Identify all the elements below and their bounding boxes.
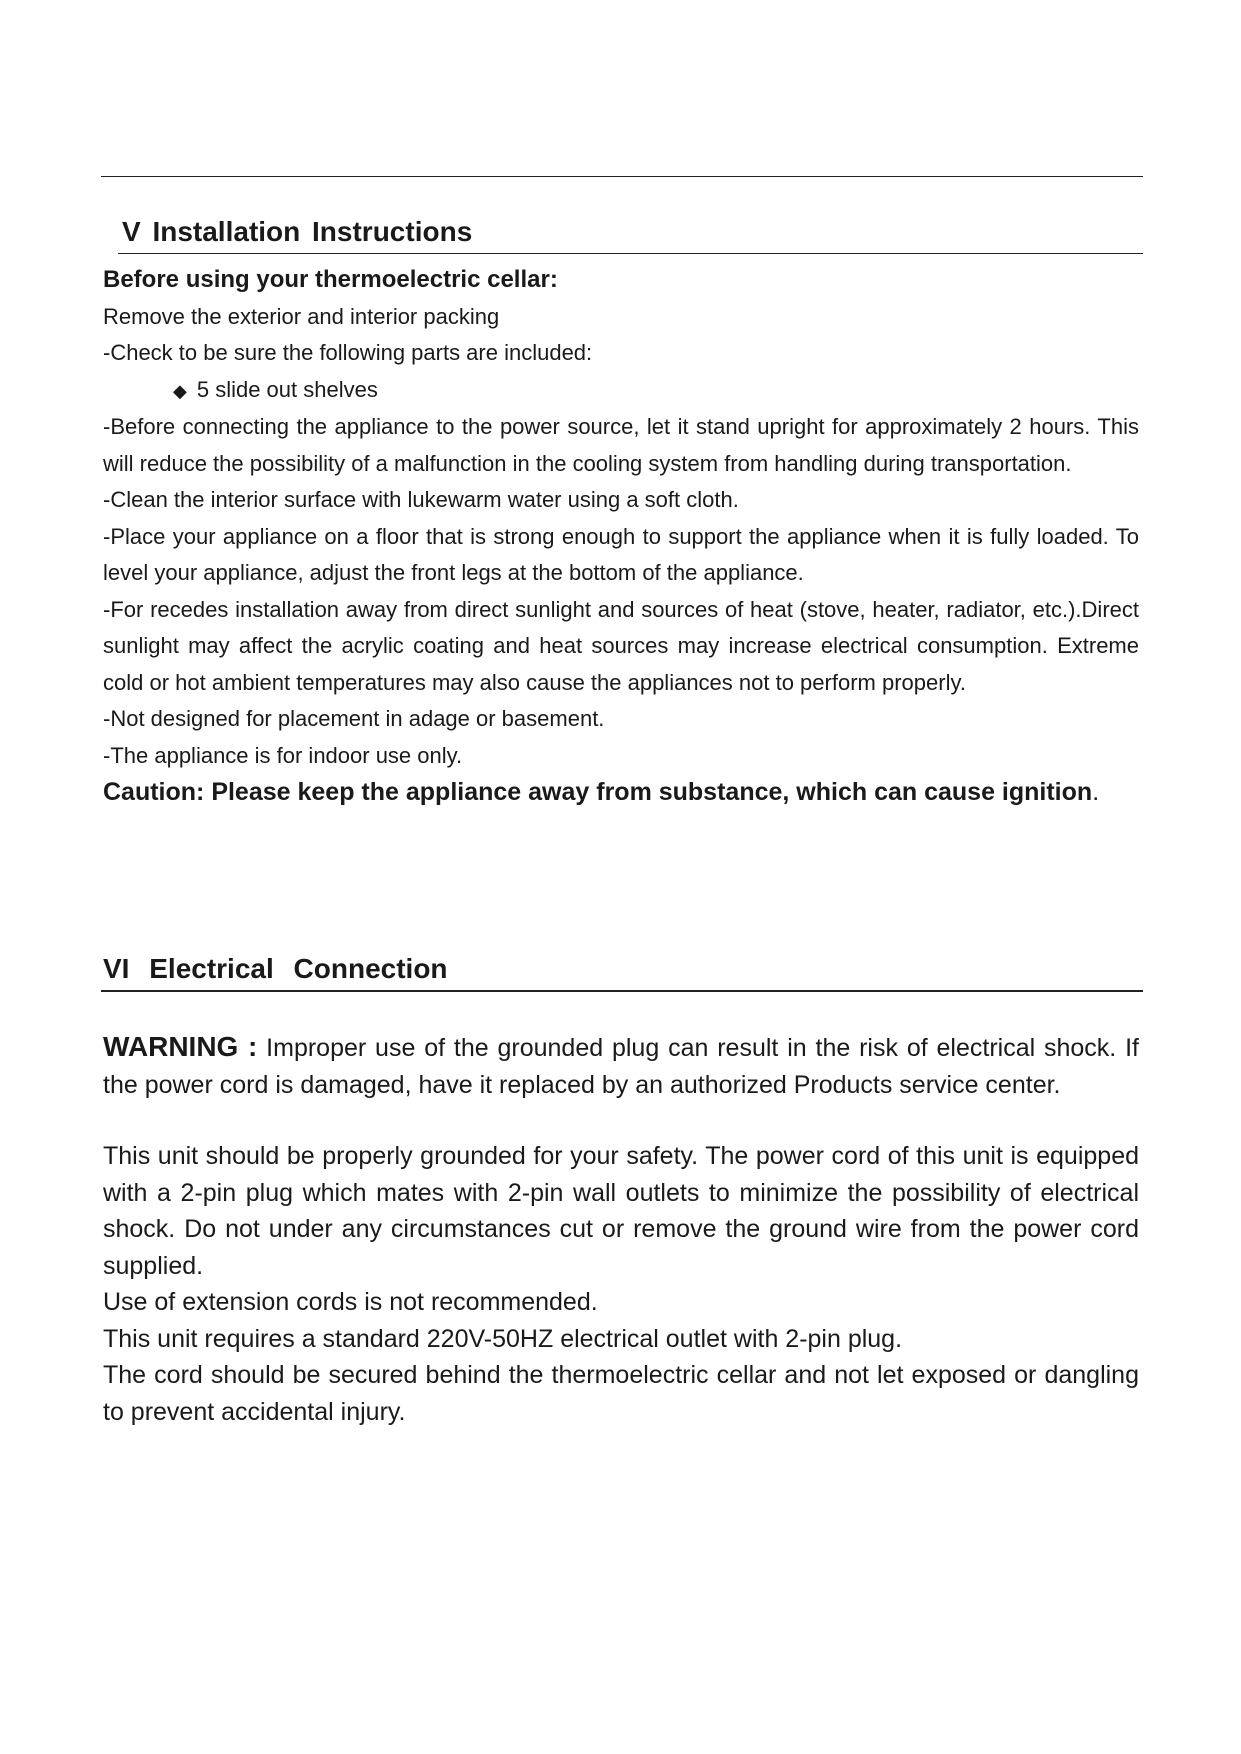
floor-instruction: -Place your appliance on a floor that is strong enough to support the appliance when it is fully loaded. To level your appliance, adjust the front legs at the bottom of the appliance.: [103, 523, 1139, 585]
diamond-bullet-icon: ◆: [173, 380, 187, 401]
grounding-paragraph: This unit should be properly grounded for your safety. The power cord of this unit is equipped with a 2-pin plug which mates with 2-pin wall outlets to minimize the possibility of electrical shock. Do not under any circumstances cut or remove the ground wire from the power cord supplied.: [103, 1142, 1139, 1280]
indoor-note: -The appliance is for indoor use only.: [103, 742, 463, 768]
outlet-requirement: This unit requires a standard 220V-50HZ electrical outlet with 2-pin plug.: [103, 1324, 903, 1353]
warning-label: WARNING :: [103, 1031, 258, 1062]
warning-block: [103, 1029, 1139, 1103]
section-5-subheading: Before using your thermoelectric cellar:: [103, 266, 558, 293]
placement-instruction: -For recedes installation away from direct sunlight and sources of heat (stove, heater, radiator, etc.).Direct sunlight may affect the acrylic coating and heat sources may increase electrical consumption. Extreme cold or hot ambient temperatures may also cause the appliances not to perform properly.: [103, 596, 1139, 695]
section-6-underline: [101, 990, 1143, 992]
clean-instruction: -Clean the interior surface with lukewarm water using a soft cloth.: [103, 487, 739, 512]
parts-check-note: -Check to be sure the following parts are included:: [103, 340, 593, 365]
parts-bullet-item: [103, 372, 1139, 410]
section-6-heading: VI Electrical Connection: [103, 953, 448, 984]
section-5-heading: V Installation Instructions: [122, 216, 473, 247]
extension-cord-note: Use of extension cords is not recommended.: [103, 1288, 598, 1316]
caution-note: [103, 774, 1139, 811]
grounding-block: [103, 1138, 1139, 1430]
warning-text: Improper use of the grounded plug can result in the risk of electrical shock. If the power cord is damaged, have it replaced by an authorized Products service center.: [103, 1034, 1139, 1099]
top-divider: [101, 176, 1143, 177]
cord-securing-note: The cord should be secured behind the thermoelectric cellar and not let exposed or dangling to prevent accidental injury.: [103, 1361, 1139, 1426]
section-5-underline: [118, 253, 1143, 254]
upright-instruction: -Before connecting the appliance to the power source, let it stand upright for approximately 2 hours. This will reduce the possibility of a malfunction in the cooling system from handling during transportation.: [103, 414, 1139, 476]
basement-note: -Not designed for placement in adage or basement.: [103, 706, 605, 731]
caution-text: Caution: Please keep the appliance away from substance, which can cause ignition: [103, 778, 1093, 806]
packing-note: Remove the exterior and interior packing: [103, 303, 500, 329]
bullet-text: 5 slide out shelves: [196, 376, 378, 402]
warning-paragraph: [103, 1029, 1139, 1103]
section-5-body: [103, 262, 1139, 811]
caution-period: .: [1092, 778, 1100, 806]
